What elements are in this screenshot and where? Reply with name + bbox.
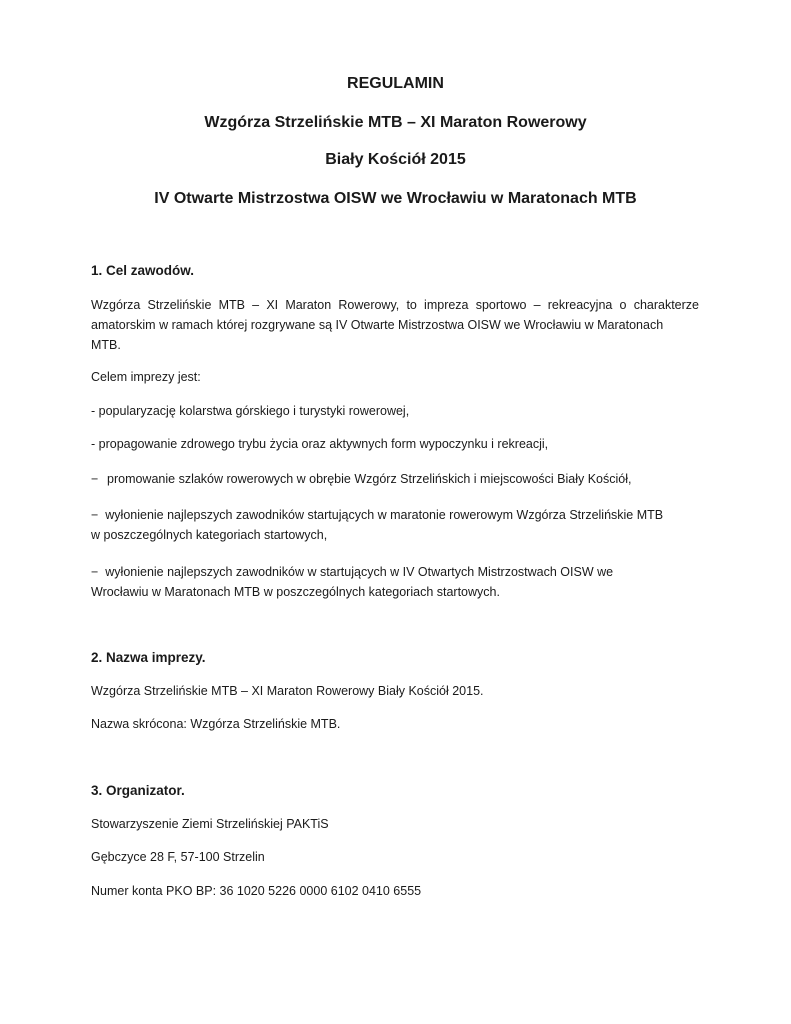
section-1-intro xyxy=(91,295,699,355)
goal-item-4-marker: − xyxy=(91,508,99,522)
goal-item-5-line-2: Wrocławiu w Maratonach MTB w poszczególnych kategoriach startowych. xyxy=(91,585,500,599)
goal-item-3-text: promowanie szlaków rowerowych w obrębie Wzgórz Strzelińskich i miejscowości Biały Kościół, xyxy=(107,472,632,486)
goal-item-4 xyxy=(91,505,699,545)
organizer-address: Gębczyce 28 F, 57-100 Strzelin xyxy=(91,850,265,864)
championship-title: IV Otwarte Mistrzostwa OISW we Wrocławiu w Maratonach MTB xyxy=(154,190,637,207)
goal-item-5-line-1: wyłonienie najlepszych zawodników w startujących w IV Otwartych Mistrzostwach OISW we xyxy=(105,565,614,579)
goal-item-5 xyxy=(91,562,699,602)
bank-account: Numer konta PKO BP: 36 1020 5226 0000 6102 0410 6555 xyxy=(91,884,422,898)
section-2-heading: 2. Nazwa imprezy. xyxy=(91,650,206,665)
event-location-year: Biały Kościół 2015 xyxy=(325,151,466,168)
document-title: REGULAMIN xyxy=(347,75,444,92)
event-short-name: Nazwa skrócona: Wzgórza Strzelińskie MTB. xyxy=(91,717,341,731)
section-3-heading: 3. Organizator. xyxy=(91,783,185,798)
intro-line-1: Wzgórza Strzelińskie MTB – XI Maraton Rowerowy, to impreza sportowo – rekreacyjna o charakterze xyxy=(91,298,699,312)
section-1-heading: 1. Cel zawodów. xyxy=(91,263,195,278)
organizer-name: Stowarzyszenie Ziemi Strzelińskiej PAKTiS xyxy=(91,817,329,831)
event-name: Wzgórza Strzelińskie MTB – XI Maraton Rowerowy xyxy=(204,114,587,131)
intro-line-2: amatorskim w ramach której rozgrywane są IV Otwarte Mistrzostwa OISW we Wrocławiu w Maratonach xyxy=(91,318,664,332)
goal-item-1: - popularyzację kolarstwa górskiego i turystyki rowerowej, xyxy=(91,404,410,418)
goal-item-2: - propagowanie zdrowego trybu życia oraz aktywnych form wypoczynku i rekreacji, xyxy=(91,437,549,451)
goal-item-4-line-1: wyłonienie najlepszych zawodników startujących w maratonie rowerowym Wzgórza Strzelińskie MTB xyxy=(105,508,664,522)
event-full-name: Wzgórza Strzelińskie MTB – XI Maraton Rowerowy Biały Kościół 2015. xyxy=(91,684,484,698)
intro-line-3: MTB. xyxy=(91,338,121,352)
goals-label: Celem imprezy jest: xyxy=(91,370,201,384)
goal-item-3-marker: − xyxy=(91,472,99,486)
goal-item-3 xyxy=(91,472,631,486)
goal-item-5-marker: − xyxy=(91,565,99,579)
goal-item-4-line-2: w poszczególnych kategoriach startowych, xyxy=(91,528,328,542)
